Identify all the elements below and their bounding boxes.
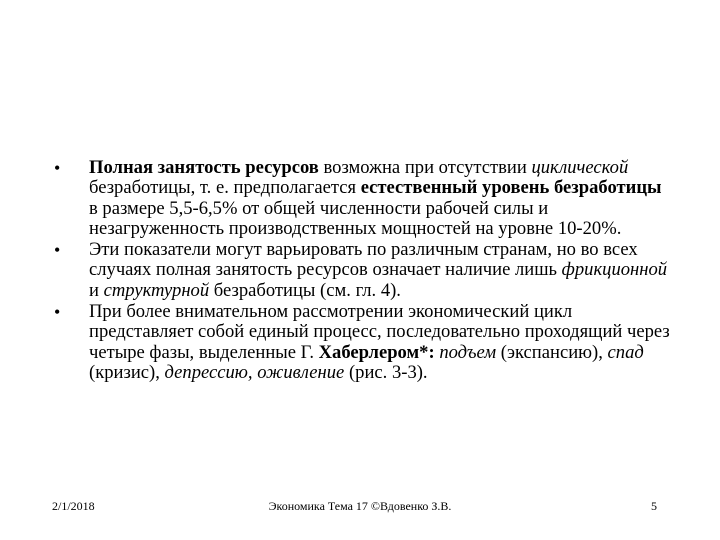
bullet-text-1 bbox=[89, 157, 662, 239]
bullet-marker: • bbox=[54, 158, 61, 178]
text-segment: (экспансию), bbox=[496, 341, 608, 363]
text-segment: подъем bbox=[439, 341, 497, 363]
text-segment: депрессию, оживление bbox=[164, 361, 345, 383]
bullet-item-3 bbox=[52, 302, 672, 383]
text-segment: возможна при отсутствии bbox=[318, 157, 532, 178]
text-segment: (кризис), bbox=[89, 361, 165, 383]
bullet-item-2 bbox=[52, 240, 672, 301]
text-segment: (рис. 3-3). bbox=[344, 361, 428, 383]
bullet-item-1 bbox=[52, 158, 672, 239]
text-segment: Хаберлером*: bbox=[318, 341, 435, 363]
text-segment: безработицы (см. гл. 4). bbox=[209, 279, 401, 301]
text-segment: Эти показатели могут варьировать по различным странам, но во всех случаях полная занятость ресурсов означает наличие лишь bbox=[89, 239, 638, 281]
text-segment: и bbox=[89, 279, 104, 301]
text-segment: Полная занятость ресурсов bbox=[89, 157, 319, 178]
text-segment: фрикционной bbox=[561, 259, 668, 281]
footer-date: 2/1/2018 bbox=[52, 499, 95, 513]
bullet-list bbox=[52, 158, 672, 384]
footer-title: Экономика Тема 17 ©Вдовенко З.В. bbox=[268, 499, 452, 513]
text-segment: циклической bbox=[531, 157, 629, 178]
text-segment: спад bbox=[607, 341, 644, 363]
bullet-text-3 bbox=[89, 301, 670, 383]
text-segment: безработицы, т. е. предполагается bbox=[89, 177, 361, 199]
text-segment: в размере 5,5-6,5% от общей численности рабочей силы и незагруженность производственных мощностей на уровне 10-20%. bbox=[89, 197, 622, 239]
text-segment: структурной bbox=[103, 279, 210, 301]
bullet-marker: • bbox=[54, 302, 61, 323]
bullet-marker: • bbox=[54, 240, 61, 261]
text-segment: При более внимательном рассмотрении экономический цикл представляет собой единый процесс, последовательно проходящий через четыре фазы, выделенные Г. bbox=[89, 301, 670, 363]
text-segment: естественный уровень безработицы bbox=[360, 177, 662, 199]
footer-page-number: 5 bbox=[651, 499, 657, 513]
bullet-text-2 bbox=[89, 239, 667, 301]
